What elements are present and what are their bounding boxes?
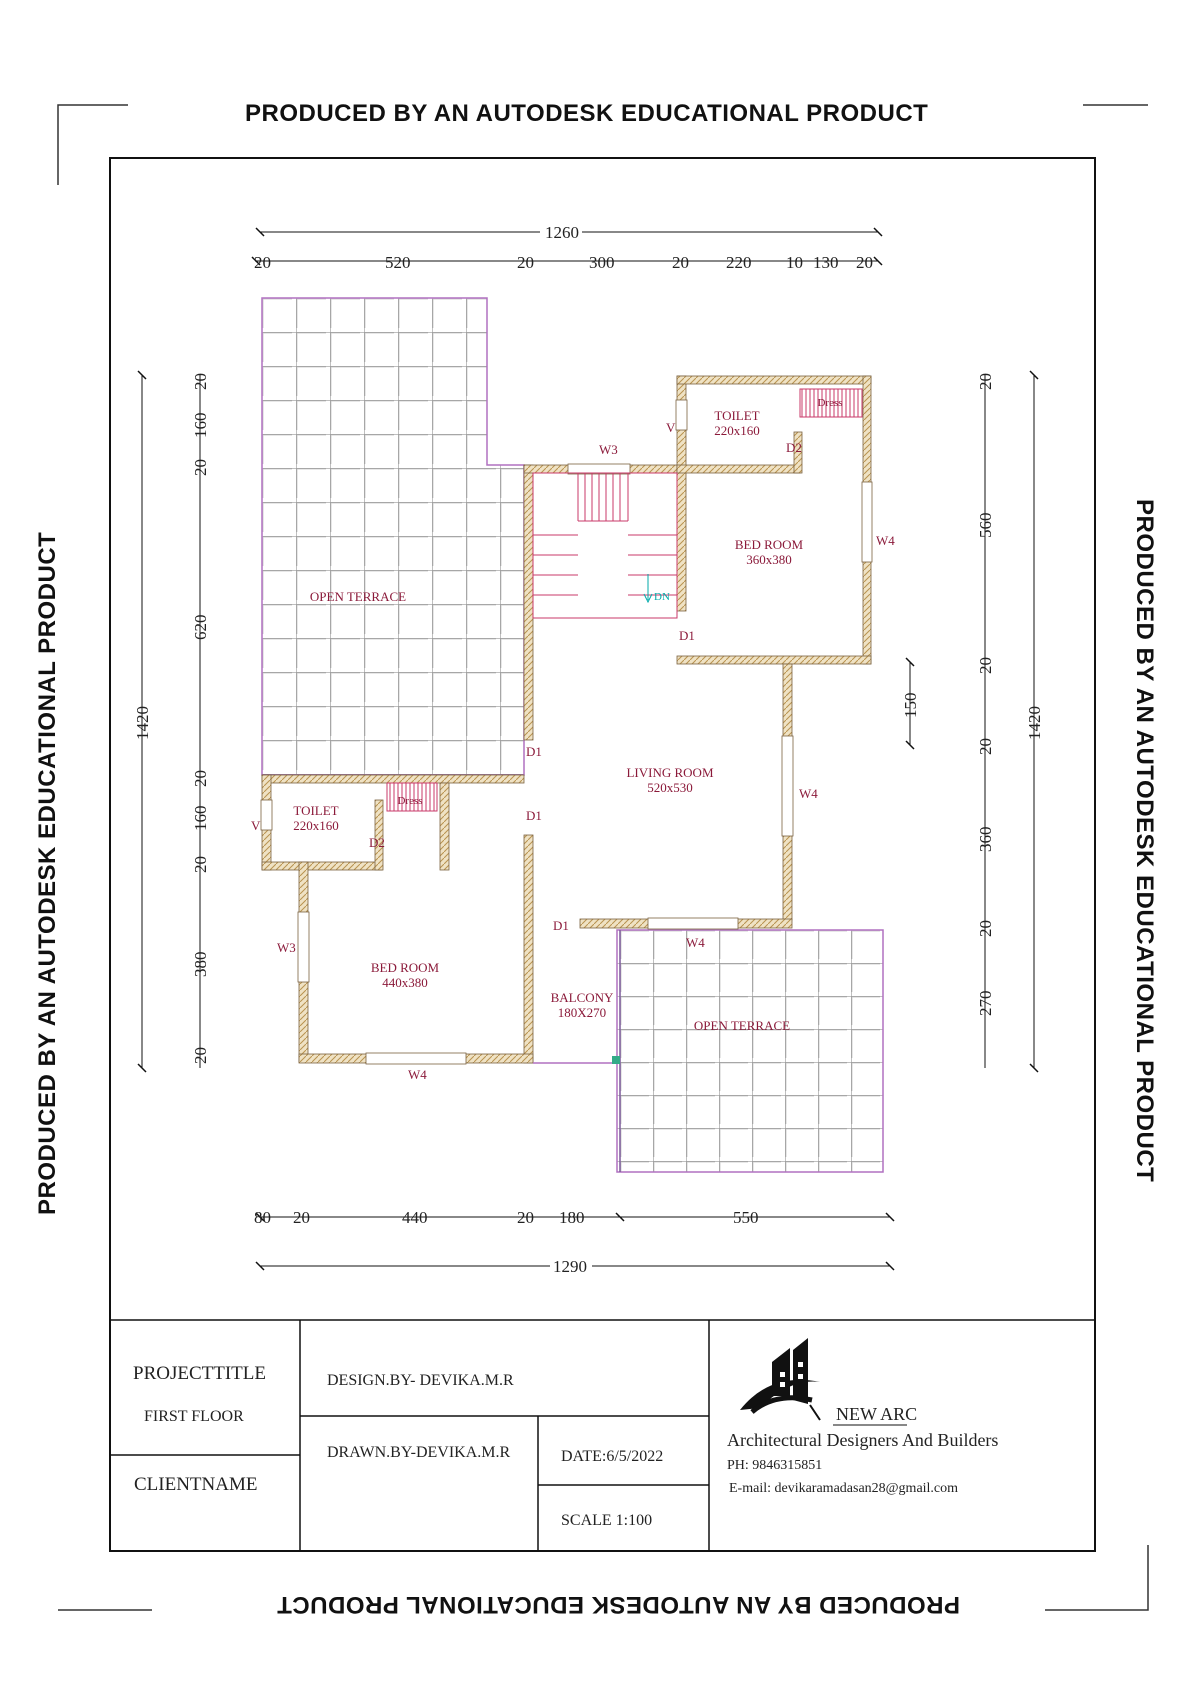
room-label-size: 440x380 — [382, 975, 428, 990]
room-label-size: 520x530 — [647, 780, 693, 795]
dim-bottom-part: 550 — [733, 1208, 759, 1227]
watermark-bottom: PRODUCED BY AN AUTODESK EDUCATIONAL PRODUCT — [276, 1591, 960, 1618]
room-label-size: 360x380 — [746, 552, 792, 567]
dim-bottom-part: 20 — [293, 1208, 310, 1227]
dim-top-part: 20 — [254, 253, 271, 272]
room-label-open-terrace: OPEN TERRACE — [309, 589, 407, 604]
stair-arrow — [644, 574, 652, 602]
dim-left-part: 160 — [191, 805, 210, 831]
room-label-size: 220x160 — [293, 818, 339, 833]
dim-top-total: 1260 — [545, 223, 579, 242]
open-terrace-left — [262, 298, 524, 775]
drawing-border — [110, 158, 1095, 1551]
company-tagline: Architectural Designers And Builders — [727, 1430, 999, 1450]
dim-right-part: 20 — [976, 373, 995, 390]
dim-left-part: 20 — [191, 856, 210, 873]
dim-top-part: 10 — [786, 253, 803, 272]
room-label-dress: Dress — [817, 397, 843, 409]
opening-label: D2 — [369, 835, 385, 850]
room-label-size: 180X270 — [557, 1005, 607, 1020]
room-label-bedroom: BED ROOM — [370, 960, 440, 975]
dim-top-part: 20 — [856, 253, 873, 272]
dim-top-part: 220 — [726, 253, 752, 272]
opening-label: W4 — [408, 1067, 427, 1082]
opening-label: W4 — [876, 533, 895, 548]
room-label-bedroom: BED ROOM — [734, 537, 804, 552]
opening-label: V — [251, 818, 261, 833]
dim-right-part: 20 — [976, 657, 995, 674]
room-label-toilet: TOILET — [714, 408, 760, 423]
dim-right-part: 20 — [976, 738, 995, 755]
dim-bottom-part: 20 — [517, 1208, 534, 1227]
project-title-label: PROJECTTITLE — [133, 1363, 266, 1384]
room-label-balcony: BALCONY — [550, 990, 614, 1005]
dim-right-part: 360 — [976, 826, 995, 852]
watermark-right: PRODUCED BY AN AUTODESK EDUCATIONAL PRODUCT — [1131, 499, 1158, 1183]
dim-top-part: 20 — [517, 253, 534, 272]
company-email: E-mail: devikaramadasan28@gmail.com — [729, 1481, 959, 1496]
stair-direction-label: DN — [654, 591, 670, 603]
room-label-open-terrace: OPEN TERRACE — [693, 1018, 791, 1033]
dim-left-part: 20 — [191, 459, 210, 476]
dim-bottom-part: 440 — [402, 1208, 428, 1227]
dim-bottom-total: 1290 — [553, 1257, 587, 1276]
dim-right-part: 270 — [976, 990, 995, 1016]
dim-top-part: 20 — [672, 253, 689, 272]
dim-right-part: 150 — [901, 692, 920, 718]
dim-top-part: 130 — [813, 253, 839, 272]
dim-right-part: 20 — [976, 920, 995, 937]
dim-left-part: 160 — [191, 412, 210, 438]
opening-label: W4 — [799, 786, 818, 801]
dim-left-part: 20 — [191, 373, 210, 390]
opening-label: W3 — [277, 940, 296, 955]
opening-label: D1 — [526, 744, 542, 759]
project-title: FIRST FLOOR — [144, 1408, 244, 1425]
dim-right-part: 560 — [976, 512, 995, 538]
dim-left-part: 20 — [191, 1047, 210, 1064]
company-phone: PH: 9846315851 — [727, 1458, 823, 1473]
company-name: NEW ARC — [836, 1404, 918, 1424]
opening-label: D1 — [679, 628, 695, 643]
dim-right-total: 1420 — [1025, 706, 1044, 740]
date: DATE:6/5/2022 — [561, 1448, 664, 1465]
room-label-living: LIVING ROOM — [626, 765, 714, 780]
dim-left-part: 380 — [191, 951, 210, 977]
dim-top-part: 300 — [589, 253, 615, 272]
design-by: DESIGN.BY- DEVIKA.M.R — [327, 1372, 514, 1389]
dim-bottom-part: 80 — [254, 1208, 271, 1227]
opening-label: V — [666, 420, 676, 435]
dim-left-total: 1420 — [133, 706, 152, 740]
drawn-by: DRAWN.BY-DEVIKA.M.R — [327, 1444, 511, 1461]
opening-label: D1 — [553, 918, 569, 933]
watermark-left: PRODUCED BY AN AUTODESK EDUCATIONAL PRODUCT — [34, 531, 61, 1215]
scale: SCALE 1:100 — [561, 1512, 653, 1529]
dim-left-part: 620 — [191, 614, 210, 640]
client-name-label: CLIENTNAME — [134, 1474, 258, 1495]
watermark-top: PRODUCED BY AN AUTODESK EDUCATIONAL PRODUCT — [245, 100, 929, 127]
opening-label: W3 — [599, 442, 618, 457]
dim-left-part: 20 — [191, 770, 210, 787]
opening-label: W4 — [686, 935, 705, 950]
dim-bottom-part: 180 — [559, 1208, 585, 1227]
open-terrace-right — [617, 930, 883, 1172]
company-logo-icon — [740, 1338, 820, 1420]
opening-label: D1 — [526, 808, 542, 823]
opening-label: D2 — [786, 440, 802, 455]
room-label-size: 220x160 — [714, 423, 760, 438]
balcony-post — [612, 1056, 620, 1064]
room-label-toilet: TOILET — [293, 803, 339, 818]
room-label-dress: Dress — [397, 795, 423, 807]
dim-top-part: 520 — [385, 253, 411, 272]
